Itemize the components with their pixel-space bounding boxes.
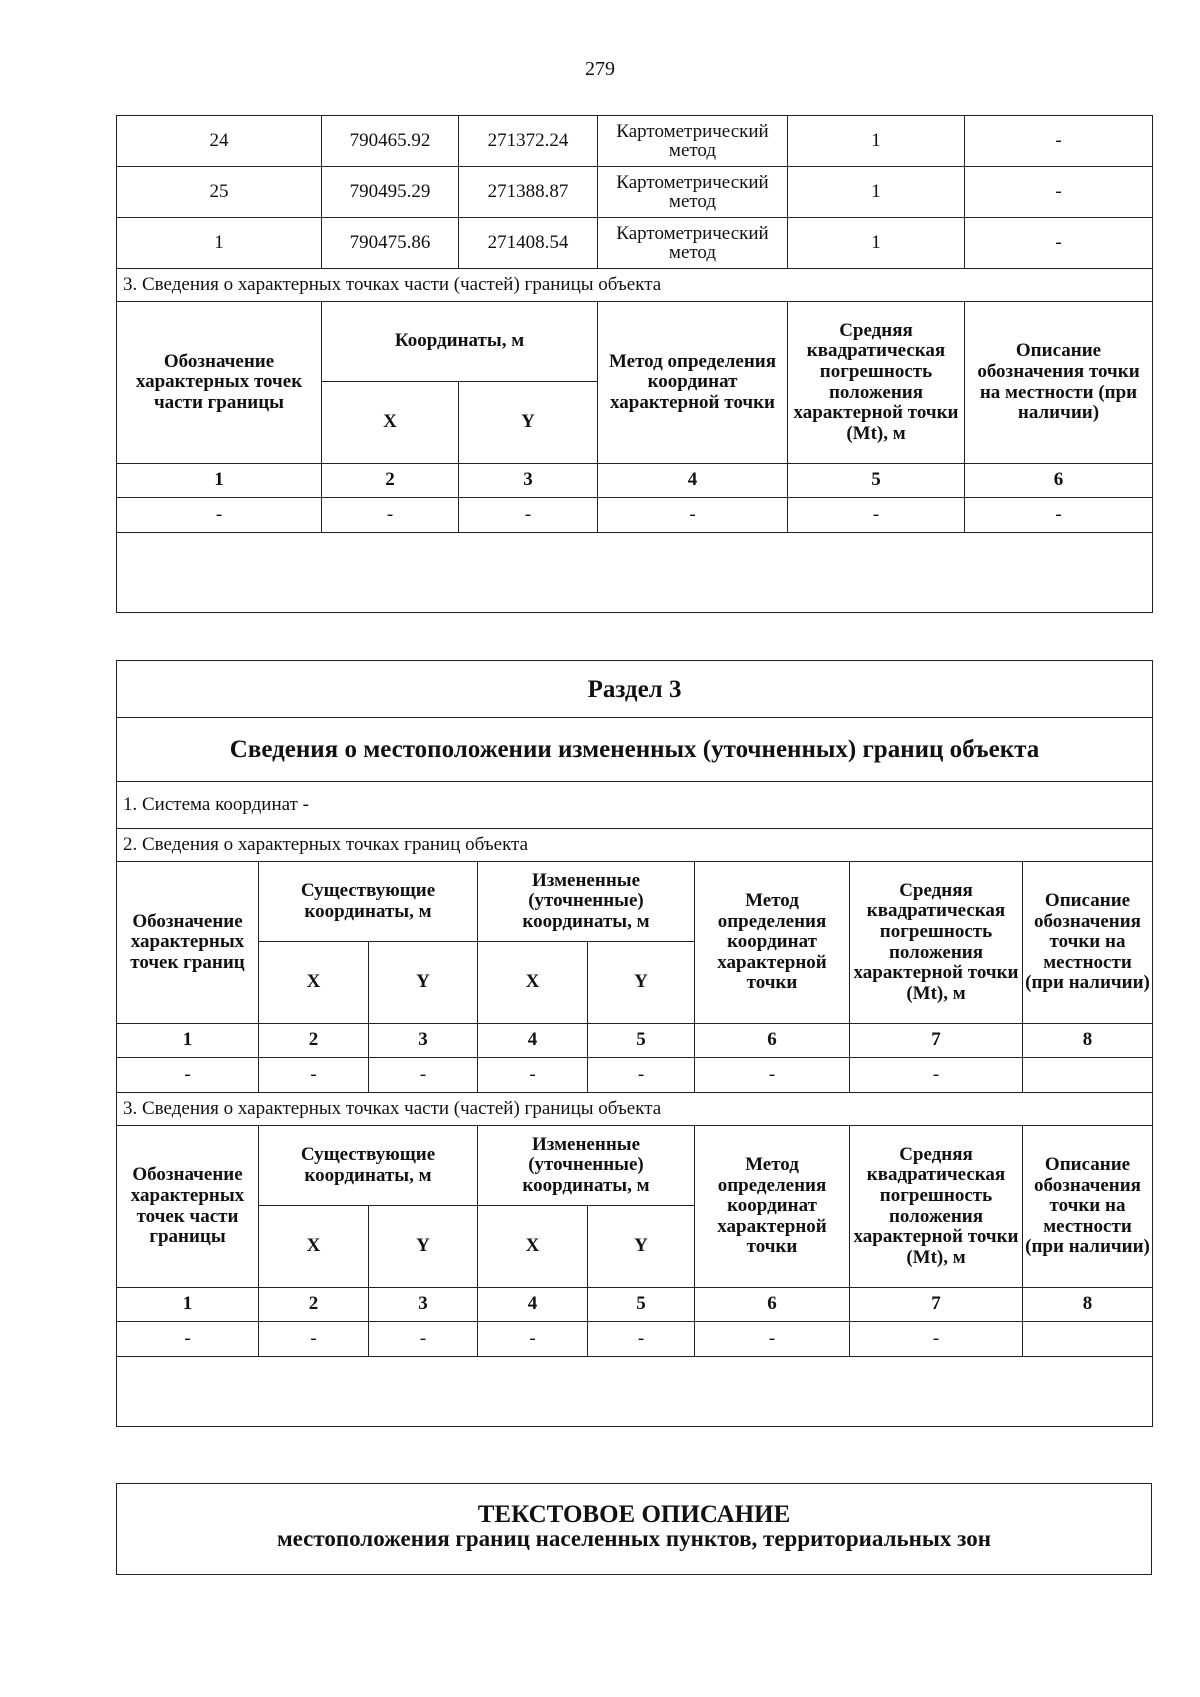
part-points-heading: 3. Сведения о характерных точках части (частей) границы объекта xyxy=(117,269,1153,302)
point-id: 25 xyxy=(117,167,322,218)
y-header: Y xyxy=(588,942,695,1024)
column-numbers-row xyxy=(117,1288,1153,1322)
column-number: 8 xyxy=(1023,1024,1153,1058)
column-number: 3 xyxy=(369,1024,478,1058)
column-number: 8 xyxy=(1023,1288,1153,1322)
page-number: 279 xyxy=(585,58,615,80)
blank-area xyxy=(117,1357,1153,1427)
empty-cell xyxy=(1023,1322,1153,1357)
description-header: Описание обозначения точки на местности (при наличии) xyxy=(965,302,1153,464)
empty-cell: - xyxy=(369,1058,478,1093)
empty-cell: - xyxy=(459,498,598,533)
coord-x: 790475.86 xyxy=(322,218,459,269)
method-cell: Картометрический метод xyxy=(598,218,788,269)
column-number: 6 xyxy=(695,1288,850,1322)
empty-cell: - xyxy=(588,1058,695,1093)
method-header: Метод определения координат характерной точки xyxy=(598,302,788,464)
part-points-heading: 3. Сведения о характерных точках части (частей) границы объекта xyxy=(117,1093,1153,1126)
method-header: Метод определения координат характерной точки xyxy=(695,862,850,1024)
x-header: X xyxy=(259,942,369,1024)
text-description-title: ТЕКСТОВОЕ ОПИСАНИЕ xyxy=(477,1501,791,1528)
column-number: 2 xyxy=(259,1288,369,1322)
text-description-subtitle: местоположения границ населенных пунктов, территориальных зон xyxy=(277,1526,991,1551)
accuracy-cell: 1 xyxy=(788,167,965,218)
x-header: X xyxy=(322,382,459,464)
x-header: X xyxy=(259,1206,369,1288)
blank-area xyxy=(117,533,1153,613)
empty-cell: - xyxy=(695,1058,850,1093)
method-cell: Картометрический метод xyxy=(598,116,788,167)
column-number: 2 xyxy=(322,464,459,498)
empty-cell: - xyxy=(598,498,788,533)
coord-x: 790465.92 xyxy=(322,116,459,167)
point-id: 24 xyxy=(117,116,322,167)
empty-cell: - xyxy=(850,1058,1023,1093)
x-header: X xyxy=(478,942,588,1024)
column-number: 7 xyxy=(850,1024,1023,1058)
empty-cell: - xyxy=(478,1058,588,1093)
accuracy-header: Средняя квадратическая погрешность положения характерной точки (Mt), м xyxy=(850,862,1023,1024)
column-number: 4 xyxy=(478,1288,588,1322)
coord-y: 271388.87 xyxy=(459,167,598,218)
table-row xyxy=(117,218,1153,269)
column-number: 1 xyxy=(117,1288,259,1322)
x-header: X xyxy=(478,1206,588,1288)
column-number: 7 xyxy=(850,1288,1023,1322)
y-header: Y xyxy=(459,382,598,464)
description-cell: - xyxy=(965,167,1153,218)
empty-cell: - xyxy=(259,1058,369,1093)
empty-cell: - xyxy=(259,1322,369,1357)
empty-cell: - xyxy=(965,498,1153,533)
designation-header: Обозначение характерных точек части границы xyxy=(117,1126,259,1288)
y-header: Y xyxy=(369,942,478,1024)
changed-coords-header: Измененные (уточненные) координаты, м xyxy=(478,862,695,942)
table-row xyxy=(117,498,1153,533)
empty-cell: - xyxy=(850,1322,1023,1357)
column-number: 5 xyxy=(588,1024,695,1058)
text-description-box xyxy=(116,1483,1152,1575)
empty-cell: - xyxy=(369,1322,478,1357)
column-number: 2 xyxy=(259,1024,369,1058)
empty-cell: - xyxy=(788,498,965,533)
method-cell: Картометрический метод xyxy=(598,167,788,218)
coords-header: Координаты, м xyxy=(322,302,598,382)
empty-cell: - xyxy=(117,1058,259,1093)
section-subtitle: Сведения о местоположении измененных (уточненных) границ объекта xyxy=(117,718,1153,782)
column-numbers-row xyxy=(117,1024,1153,1058)
description-cell: - xyxy=(965,218,1153,269)
y-header: Y xyxy=(588,1206,695,1288)
coord-y: 271372.24 xyxy=(459,116,598,167)
method-header: Метод определения координат характерной точки xyxy=(695,1126,850,1288)
existing-coords-header: Существующие координаты, м xyxy=(259,862,478,942)
section-title: Раздел 3 xyxy=(117,661,1153,718)
column-number: 5 xyxy=(588,1288,695,1322)
coord-y: 271408.54 xyxy=(459,218,598,269)
empty-cell: - xyxy=(322,498,459,533)
empty-cell: - xyxy=(117,498,322,533)
column-number: 1 xyxy=(117,464,322,498)
accuracy-header: Средняя квадратическая погрешность положения характерной точки (Mt), м xyxy=(788,302,965,464)
point-id: 1 xyxy=(117,218,322,269)
column-numbers-row xyxy=(117,464,1153,498)
column-number: 4 xyxy=(478,1024,588,1058)
empty-cell: - xyxy=(588,1322,695,1357)
column-number: 5 xyxy=(788,464,965,498)
description-cell: - xyxy=(965,116,1153,167)
table-row xyxy=(117,116,1153,167)
column-number: 6 xyxy=(965,464,1153,498)
coordinate-system: 1. Система координат - xyxy=(117,782,1153,829)
empty-cell: - xyxy=(695,1322,850,1357)
empty-cell: - xyxy=(478,1322,588,1357)
boundary-points-heading: 2. Сведения о характерных точках границ объекта xyxy=(117,829,1153,862)
column-number: 3 xyxy=(369,1288,478,1322)
description-header: Описание обозначения точки на местности (при наличии) xyxy=(1023,1126,1153,1288)
y-header: Y xyxy=(369,1206,478,1288)
designation-header: Обозначение характерных точек границ xyxy=(117,862,259,1024)
changed-coords-header: Измененные (уточненные) координаты, м xyxy=(478,1126,695,1206)
section-3-table xyxy=(116,660,1153,1427)
coord-x: 790495.29 xyxy=(322,167,459,218)
accuracy-cell: 1 xyxy=(788,218,965,269)
table-row xyxy=(117,1058,1153,1093)
table-row xyxy=(117,167,1153,218)
column-number: 3 xyxy=(459,464,598,498)
column-number: 6 xyxy=(695,1024,850,1058)
designation-header: Обозначение характерных точек части границы xyxy=(117,302,322,464)
column-number: 1 xyxy=(117,1024,259,1058)
table-row xyxy=(117,1322,1153,1357)
description-header: Описание обозначения точки на местности (при наличии) xyxy=(1023,862,1153,1024)
accuracy-header: Средняя квадратическая погрешность положения характерной точки (Mt), м xyxy=(850,1126,1023,1288)
empty-cell: - xyxy=(117,1322,259,1357)
boundary-points-table-continued xyxy=(116,115,1153,613)
accuracy-cell: 1 xyxy=(788,116,965,167)
empty-cell xyxy=(1023,1058,1153,1093)
existing-coords-header: Существующие координаты, м xyxy=(259,1126,478,1206)
column-number: 4 xyxy=(598,464,788,498)
